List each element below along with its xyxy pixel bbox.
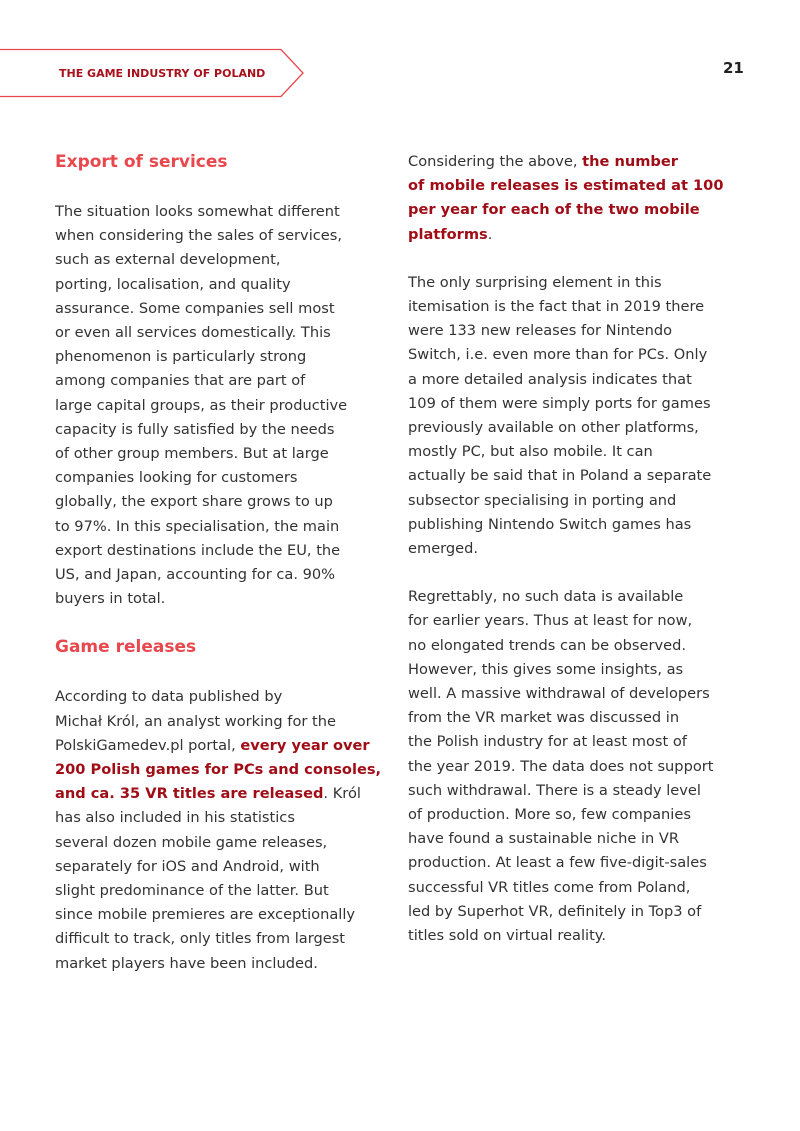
text-line [408,416,742,440]
text-line [408,585,742,609]
body-text: capacity is fully satisfied by the needs [55,420,335,438]
text-line [55,903,389,927]
body-text: the Polish industry for at least most of [408,733,687,751]
left-column [55,150,389,976]
text-line [408,900,742,924]
body-text: phenomenon is particularly strong [55,348,307,366]
text-line [55,734,389,758]
text-line [408,368,742,392]
game-releases-heading: Game releases [55,637,197,658]
text-line [55,224,389,248]
body-text: slight predominance of the latter. But [55,882,329,900]
text-line [55,248,389,272]
body-text: difficult to track, only titles from largest [55,930,346,948]
body-text: of production. More so, few companies [408,806,691,824]
body-text: PolskiGamedev.pl portal, [55,736,241,754]
right-column [408,150,742,948]
text-line [408,755,742,779]
body-text: led by Superhot VR, definitely in Top3 of [408,902,702,920]
body-text: itemisation is the fact that in 2019 there [408,298,705,316]
body-text: globally, the export share grows to up [55,493,333,511]
highlighted-text: platforms [408,225,488,243]
highlighted-text: every year over [240,736,370,754]
body-text: of other group members. But at large [55,445,329,463]
body-text: publishing Nintendo Switch games has [408,515,692,533]
body-text: successful VR titles come from Poland, [408,878,691,896]
text-line [55,563,389,587]
body-text: from the VR market was discussed in [408,709,680,727]
text-line [408,343,742,367]
highlighted-text: 200 Polish games for PCs and consoles, [55,761,382,779]
body-text: has also included in his statistics [55,809,295,827]
text-line [408,198,742,222]
text-line [408,223,742,247]
game-releases-paragraph [55,685,389,975]
text-line [55,490,389,514]
text-line [55,369,389,393]
body-text: subsector specialising in porting and [408,491,677,509]
body-text: to 97%. In this specialisation, the main [55,517,340,535]
text-line [55,758,389,782]
body-text: According to data published by [55,688,283,706]
text-line [408,779,742,803]
body-text: since mobile premieres are exceptionally [55,906,356,924]
body-text: several dozen mobile game releases, [55,833,328,851]
body-text: among companies that are part of [55,372,306,390]
text-line [55,952,389,976]
highlighted-text: per year for each of the two mobile [408,201,700,219]
text-line [55,587,389,611]
body-text: However, this gives some insights, as [408,660,684,678]
body-text: mostly PC, but also mobile. It can [408,443,653,461]
body-text: when considering the sales of services, [55,227,342,245]
text-line [55,879,389,903]
page-number: 21 [723,59,744,77]
body-text: were 133 new releases for Nintendo [408,322,673,340]
text-line [408,803,742,827]
text-line [55,273,389,297]
text-line [55,831,389,855]
highlighted-text: and ca. 35 VR titles are released [55,785,324,803]
text-line [408,827,742,851]
body-text: companies looking for customers [55,469,298,487]
text-line [408,730,742,754]
text-line [55,200,389,224]
body-text: The only surprising element in this [408,273,662,291]
text-line [408,706,742,730]
text-line [55,515,389,539]
text-line [408,634,742,658]
text-line [408,537,742,561]
body-text: previously available on other platforms, [408,419,699,437]
body-text: Considering the above, [408,153,583,170]
text-line [408,150,742,174]
text-line [408,440,742,464]
text-line [55,710,389,734]
body-text: separately for iOS and Android, with [55,857,320,875]
text-line [408,174,742,198]
body-text: export destinations include the EU, the [55,541,341,559]
body-text: 109 of them were simply ports for games [408,394,711,412]
body-text: production. At least a few five-digit-sales [408,854,707,872]
body-text: actually be said that in Poland a separate [408,467,712,485]
body-text: or even all services domestically. This [55,324,331,342]
text-line [408,464,742,488]
body-text: Regrettably, no such data is available [408,588,684,606]
mobile-releases-paragraph [408,150,742,247]
text-line [55,442,389,466]
body-text: well. A massive withdrawal of developers [408,685,710,703]
text-line [55,927,389,951]
text-line [408,609,742,633]
section-title: THE GAME INDUSTRY OF POLAND [59,67,266,80]
body-text: no elongated trends can be observed. [408,636,687,654]
body-text: the year 2019. The data does not support [408,757,714,775]
body-text: such as external development, [55,251,281,269]
text-line [55,418,389,442]
text-line [408,319,742,343]
text-line [55,321,389,345]
text-line [408,295,742,319]
text-line [55,297,389,321]
text-line [55,394,389,418]
text-line [408,271,742,295]
body-text: a more detailed analysis indicates that [408,370,692,388]
vr-market-paragraph [408,585,742,948]
body-text: such withdrawal. There is a steady level [408,781,701,799]
text-line [408,513,742,537]
body-text: porting, localisation, and quality [55,275,291,293]
text-line [55,782,389,806]
text-line [55,806,389,830]
body-text: emerged. [408,540,479,558]
body-text: The situation looks somewhat different [55,203,340,220]
body-text: large capital groups, as their productive [55,396,348,414]
text-line [408,682,742,706]
body-text: US, and Japan, accounting for ca. 90% [55,566,336,584]
body-text: . Król [323,785,361,803]
body-text: market players have been included. [55,954,318,972]
text-line [408,489,742,513]
body-text: for earlier years. Thus at least for now, [408,612,693,630]
body-text: Michał Król, an analyst working for the [55,712,336,730]
body-text: assurance. Some companies sell most [55,299,335,317]
highlighted-text: the number [582,153,678,170]
body-text: titles sold on virtual reality. [408,927,607,945]
text-line [408,658,742,682]
text-line [408,851,742,875]
text-line [55,345,389,369]
body-text: buyers in total. [55,590,166,608]
text-line [55,466,389,490]
text-line [408,924,742,948]
text-line [408,392,742,416]
highlighted-text: of mobile releases is estimated at 100 [408,177,724,195]
body-text: . [487,225,493,243]
export-of-services-heading: Export of services [55,152,228,172]
body-text: Switch, i.e. even more than for PCs. Only [408,346,708,364]
export-of-services-paragraph [55,200,389,611]
text-line [408,876,742,900]
text-line [55,855,389,879]
text-line [55,685,389,709]
text-line [55,539,389,563]
body-text: have found a sustainable niche in VR [408,830,680,848]
nintendo-switch-paragraph [408,271,742,561]
